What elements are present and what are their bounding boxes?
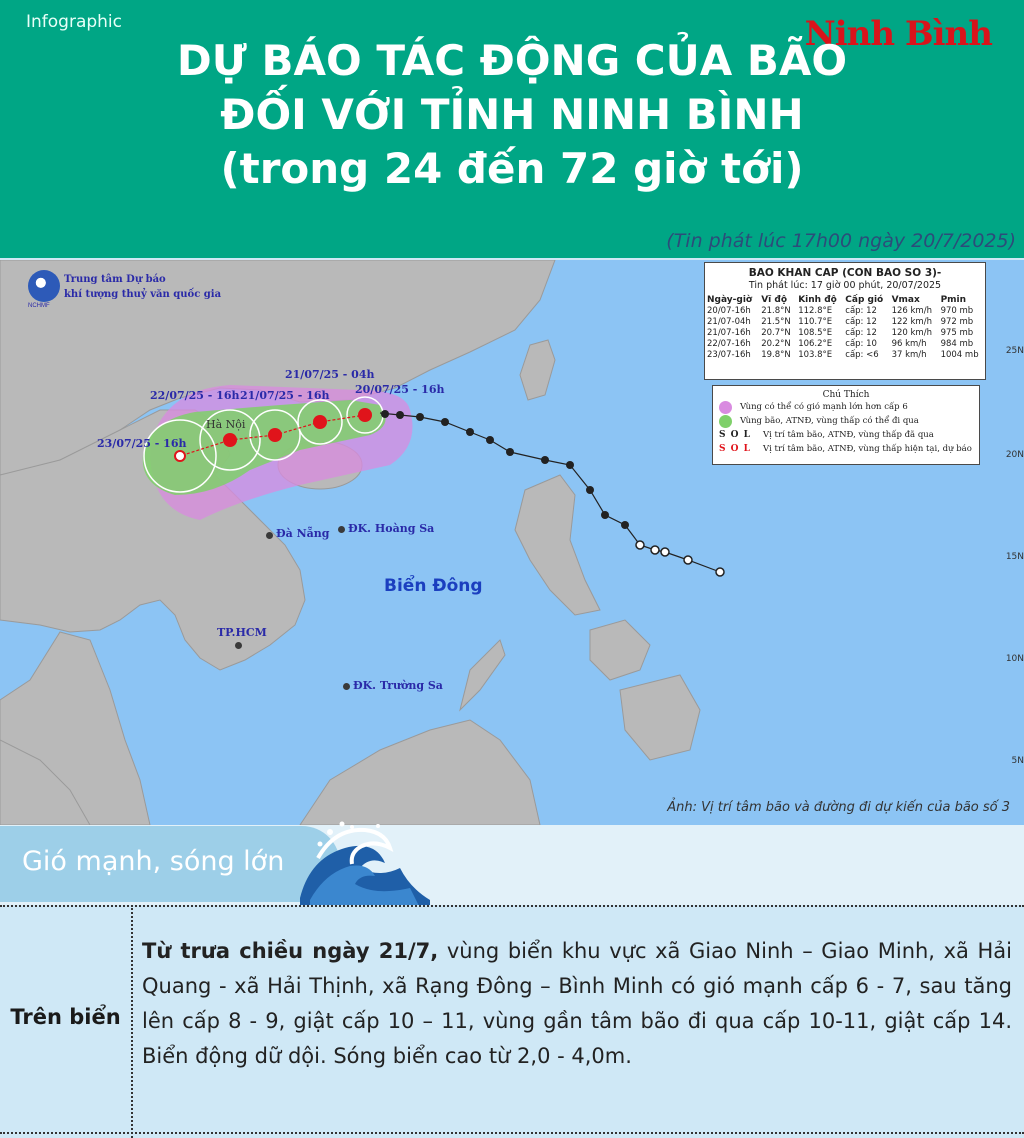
- label-truongsa: ĐK. Trường Sa: [353, 679, 443, 692]
- page-title: [0, 34, 1024, 196]
- bulletin-box: [704, 262, 986, 380]
- forecast-text: [142, 934, 1012, 1074]
- bulletin-cell: cấp: 12: [845, 328, 877, 338]
- legend-item: Vùng có thể có gió mạnh lớn hơn cấp 6: [719, 400, 979, 414]
- bulletin-cell: 120 km/h: [891, 328, 932, 338]
- title-line-2: ĐỐI VỚI TỈNH NINH BÌNH: [220, 90, 804, 139]
- track-label-2007: 20/07/25 - 16h: [355, 383, 445, 396]
- bulletin-cell: 112.8°E: [798, 306, 833, 316]
- lat-tick-5: 5N: [1011, 756, 1024, 766]
- bulletin-row: [705, 317, 985, 328]
- land-borneo: [300, 720, 540, 825]
- bulletin-cell: 110.7°E: [798, 317, 833, 327]
- label-bien-dong: Biển Đông: [384, 576, 483, 596]
- bulletin-row: [705, 350, 985, 361]
- bulletin-cell: 975 mb: [940, 328, 974, 338]
- bulletin-cell: 20/07-16h: [707, 306, 751, 316]
- current-symbols-icon: S O L: [719, 444, 751, 454]
- land-luzon: [515, 475, 600, 615]
- label-danang: Đà Nẵng: [276, 527, 330, 540]
- label-hcm: TP.HCM: [217, 626, 267, 639]
- bulletin-cell: cấp: 10: [845, 339, 877, 349]
- lat-tick-15: 15N: [1005, 552, 1024, 562]
- agency-block: [28, 270, 238, 314]
- bulletin-header-row: [705, 294, 985, 306]
- bulletin-cell: 96 km/h: [891, 339, 927, 349]
- bulletin-row: [705, 306, 985, 317]
- brand-logo[interactable]: Ninh Bình: [804, 14, 992, 54]
- track-label-2107-04: 21/07/25 - 04h: [285, 368, 375, 381]
- land-palawan: [460, 640, 505, 710]
- title-line-3: (trong 24 đến 72 giờ tới): [220, 144, 804, 193]
- bulletin-body: [705, 306, 985, 361]
- hcm-dot: [235, 642, 242, 649]
- hoangsa-dot: [338, 526, 345, 533]
- truongsa-dot: [343, 683, 350, 690]
- bulletin-cell: 972 mb: [940, 317, 974, 327]
- label-hanoi: Hà Nội: [206, 418, 246, 431]
- bulletin-subtitle: Tin phát lúc: 17 giờ 00 phút, 20/07/2025: [748, 280, 942, 291]
- bulletin-cell: 21/07-16h: [707, 328, 751, 338]
- table-divider: [131, 905, 133, 1138]
- pink-swatch-icon: [719, 401, 732, 414]
- table-bottom-border: [0, 1132, 1024, 1134]
- bulletin-cell: 108.5°E: [798, 328, 833, 338]
- land-taiwan: [520, 340, 555, 400]
- bulletin-row: [705, 339, 985, 350]
- legend-item: S O L Vị trí tâm bão, ATNĐ, vùng thấp hiện tại, dự báo: [719, 444, 972, 454]
- legend-item: Vùng bão, ATNĐ, vùng thấp có thể đi qua: [719, 414, 979, 428]
- agency-logo-icon: [28, 270, 60, 302]
- bulletin-cell: 106.2°E: [798, 339, 833, 349]
- past-symbols-icon: S O L: [719, 430, 751, 440]
- bulletin-cell: 19.8°N: [761, 350, 791, 360]
- agency-abbr: NCHMF: [28, 303, 50, 309]
- lat-tick-10: 10N: [1005, 654, 1024, 664]
- row-label-at-sea: Trên biển: [10, 1005, 121, 1029]
- bulletin-row: [705, 328, 985, 339]
- bulletin-cell: cấp: <6: [845, 350, 879, 360]
- col-header: Cấp gió: [845, 295, 884, 305]
- land-visayas: [590, 620, 650, 680]
- bulletin-cell: 21/07-04h: [707, 317, 751, 327]
- section-heading: Gió mạnh, sóng lớn: [22, 846, 285, 877]
- legend-item: S O L Vị trí tâm bão, ATNĐ, vùng thấp đã qua: [719, 430, 934, 440]
- bulletin-title: BAO KHAN CAP (CON BAO SO 3)-: [748, 267, 942, 279]
- bulletin-cell: 22/07-16h: [707, 339, 751, 349]
- col-header: Ngày-giờ: [707, 295, 753, 305]
- bulletin-cell: 103.8°E: [798, 350, 833, 360]
- bulletin-cell: 126 km/h: [891, 306, 932, 316]
- title-line-1: DỰ BÁO TÁC ĐỘNG CỦA BÃO: [176, 36, 848, 85]
- bulletin-cell: cấp: 12: [845, 306, 877, 316]
- col-header: Kinh độ: [798, 295, 837, 305]
- bulletin-cell: 23/07-16h: [707, 350, 751, 360]
- col-header: Vĩ độ: [761, 295, 787, 305]
- bulletin-cell: 37 km/h: [891, 350, 927, 360]
- danang-dot: [266, 532, 273, 539]
- lat-tick-25: 25N: [1005, 346, 1024, 356]
- bulletin-cell: 20.7°N: [761, 328, 791, 338]
- bulletin-cell: 984 mb: [940, 339, 974, 349]
- col-header: Vmax: [891, 295, 920, 305]
- bulletin-cell: cấp: 12: [845, 317, 877, 327]
- bulletin-cell: 122 km/h: [891, 317, 932, 327]
- bulletin-table: [705, 294, 985, 361]
- legend-title: Chú Thích: [822, 390, 870, 400]
- wave-icon: [290, 818, 430, 908]
- map-caption: Ảnh: Vị trí tâm bão và đường đi dự kiến của bão số 3: [667, 800, 1010, 815]
- bulletin-cell: 20.2°N: [761, 339, 791, 349]
- agency-name: Trung tâm Dự báo khí tượng thuỷ văn quốc gia: [64, 274, 222, 300]
- infographic-tag: Infographic: [26, 12, 123, 32]
- green-swatch-icon: [719, 415, 732, 428]
- issued-time: (Tin phát lúc 17h00 ngày 20/7/2025): [666, 230, 1016, 252]
- bulletin-cell: 21.8°N: [761, 306, 791, 316]
- label-hoangsa: ĐK. Hoàng Sa: [348, 522, 435, 535]
- track-label-2207: 22/07/25 - 16h: [150, 389, 240, 402]
- track-label-2307: 23/07/25 - 16h: [97, 437, 187, 450]
- track-label-2107-16: 21/07/25 - 16h: [240, 389, 330, 402]
- bulletin-cell: 1004 mb: [940, 350, 979, 360]
- lat-tick-20: 20N: [1005, 450, 1024, 460]
- legend-box: [712, 385, 980, 465]
- col-header: Pmin: [940, 295, 967, 305]
- land-mindanao: [620, 675, 700, 760]
- bulletin-cell: 21.5°N: [761, 317, 791, 327]
- forecast-body: vùng biển khu vực xã Giao Ninh – Giao Minh, xã Hải Quang - xã Hải Thịnh, xã Rạng Đông – Bình Minh có gió mạnh cấp 6 - 7, sau tăng lên cấp 8 - 9, giật cấp 10 – 11, vùng gần tâm bão đi qua cấp 10-11, giật cấp 14. Biển động dữ dội. Sóng biển cao từ 2,0 - 4,0m.: [142, 939, 1012, 1068]
- bulletin-cell: 970 mb: [940, 306, 974, 316]
- forecast-lead: Từ trưa chiều ngày 21/7,: [142, 939, 439, 963]
